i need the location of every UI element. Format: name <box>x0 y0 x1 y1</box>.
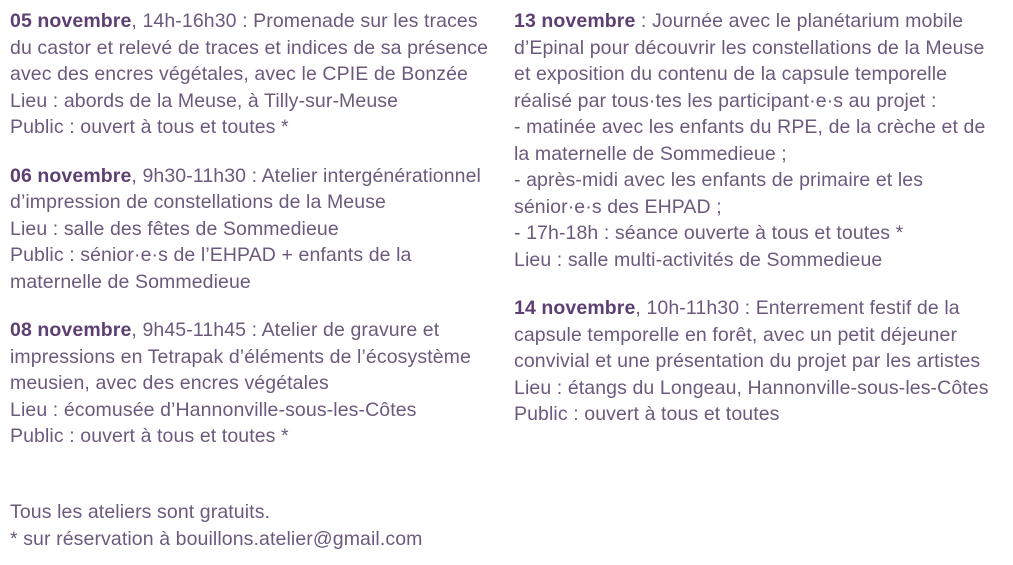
left-column <box>0 8 506 450</box>
event-entry <box>514 8 1001 273</box>
event-line: convivial et une présentation du projet par les artistes <box>514 350 981 372</box>
event-line: du castor et relevé de traces et indices de sa présence <box>10 36 489 59</box>
event-line-text: : Journée avec le planétarium mobile <box>635 10 964 32</box>
footer-reservation-line: * sur réservation à bouillons.atelier@gmail.com <box>10 528 423 550</box>
event-location-line: Lieu : étangs du Longeau, Hannonville-sous-les-Côtes <box>514 376 989 399</box>
event-first-line <box>10 317 490 344</box>
event-audience-line: Public : ouvert à tous et toutes <box>514 403 780 425</box>
event-line: et exposition du contenu de la capsule temporelle <box>514 63 948 85</box>
event-date: 14 novembre <box>514 297 636 319</box>
event-sub-line: - après-midi avec les enfants de primaire et les <box>514 169 924 191</box>
footer-note <box>10 499 710 553</box>
event-line-text: , 9h30-11h30 : Atelier intergénérationnel <box>131 164 481 187</box>
event-first-line <box>514 8 1001 35</box>
event-line: impressions en Tetrapak d’éléments de l’écosystème <box>10 345 471 368</box>
event-date: 05 novembre <box>10 10 132 32</box>
event-audience-line: Public : ouvert à tous et toutes * <box>10 116 289 138</box>
event-first-line <box>514 295 1001 322</box>
event-location-line: Lieu : écomusée d’Hannonville-sous-les-Côtes <box>10 398 417 421</box>
two-column-layout <box>0 8 1013 450</box>
event-audience-line: Public : sénior·e·s de l’EHPAD + enfants de la <box>10 244 412 266</box>
event-line-text: , 9h45-11h45 : Atelier de gravure et <box>131 319 440 341</box>
event-line: d’Epinal pour découvrir les constellations de la Meuse <box>514 36 985 59</box>
event-location-line: Lieu : salle multi-activités de Sommedieue <box>514 248 883 271</box>
event-line: capsule temporelle en forêt, avec un petit déjeuner <box>514 323 958 346</box>
event-entry <box>10 8 490 141</box>
event-first-line <box>10 163 490 190</box>
event-sub-line: sénior·e·s des EHPAD ; <box>514 195 722 218</box>
right-column <box>506 8 1013 428</box>
event-entry <box>514 295 1001 428</box>
event-line: meusien, avec des encres végétales <box>10 372 329 394</box>
event-entry <box>10 163 490 296</box>
event-line-text: , 14h-16h30 : Promenade sur les traces <box>131 10 478 32</box>
event-audience-line: Public : ouvert à tous et toutes * <box>10 425 289 447</box>
event-line: d’impression de constellations de la Meuse <box>10 191 386 213</box>
event-location-line: Lieu : abords de la Meuse, à Tilly-sur-Meuse <box>10 89 399 112</box>
event-sub-line: la maternelle de Sommedieue ; <box>514 142 787 165</box>
event-date: 06 novembre <box>10 164 132 187</box>
event-date: 08 novembre <box>10 319 132 341</box>
event-location-line: Lieu : salle des fêtes de Sommedieue <box>10 217 339 240</box>
event-line: maternelle de Sommedieue <box>10 270 251 293</box>
footer-free-workshops-line: Tous les ateliers sont gratuits. <box>10 501 271 523</box>
event-entry <box>10 317 490 450</box>
event-date: 13 novembre <box>514 10 636 32</box>
event-first-line <box>10 8 490 35</box>
event-line: réalisé par tous·tes les participant·e·s au projet : <box>514 89 937 112</box>
event-line-text: , 10h-11h30 : Enterrement festif de la <box>635 297 960 319</box>
event-line: avec des encres végétales, avec le CPIE de Bonzée <box>10 63 468 85</box>
event-sub-line: - 17h-18h : séance ouverte à tous et toutes * <box>514 222 904 244</box>
event-sub-line: - matinée avec les enfants du RPE, de la crèche et de <box>514 116 986 138</box>
